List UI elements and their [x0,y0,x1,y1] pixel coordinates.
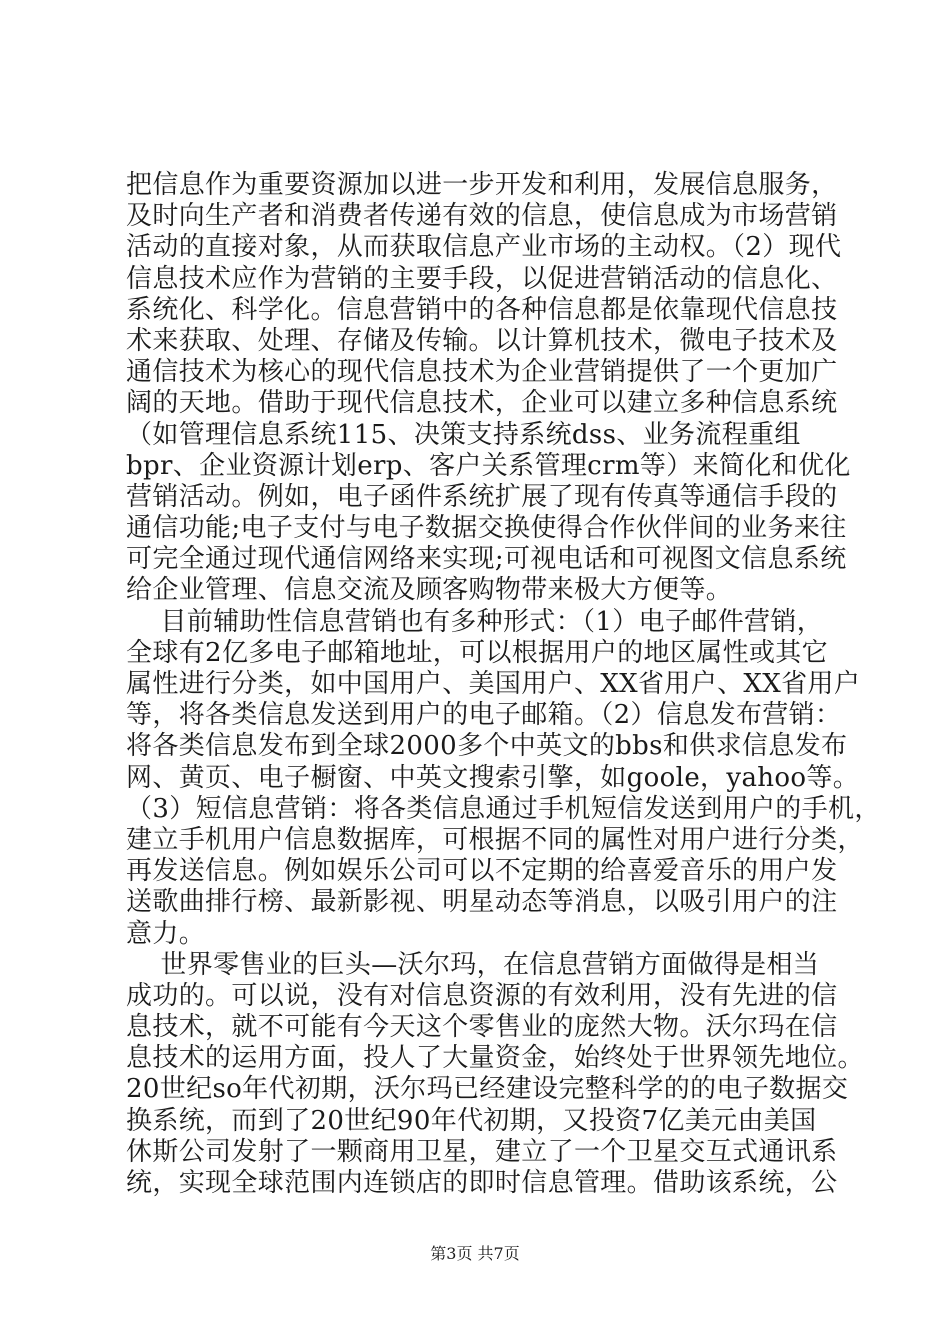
text-line: 20世纪so年代初期，沃尔玛已经建设完整科学的的电子数据交 [126,1074,849,1105]
text-line: 将各类信息发布到全球2000多个中英文的bbs和供求信息发布 [126,731,848,762]
page-number-footer: 第3页 共7页 [430,1244,520,1263]
text-line: 可完全通过现代通信网络来实现;可视电话和可视图文信息系统 [126,544,847,575]
text-line: 信息技术应作为营销的主要手段，以促进营销活动的信息化、 [126,263,838,294]
text-line: 建立手机用户信息数据库，可根据不同的属性对用户进行分类， [126,824,864,855]
text-line: 换系统，而到了20世纪90年代初期，又投资7亿美元由美国 [126,1105,817,1136]
text-line: 通信功能;电子支付与电子数据交换使得合作伙伴间的业务来往 [126,513,847,544]
text-line: 把信息作为重要资源加以进一步开发和利用，发展信息服务， [126,170,838,200]
text-line: 术来获取、处理、存储及传输。以计算机技术，微电子技术及 [126,325,838,356]
text-line: 系统化、科学化。信息营销中的各种信息都是依靠现代信息技 [126,294,838,325]
text-line: 息技术的运用方面，投人了大量资金，始终处于世界领先地位。 [126,1043,864,1074]
text-line: 及时向生产者和消费者传递有效的信息，使信息成为市场营销 [126,201,838,232]
text-line: 休斯公司发射了一颗商用卫星，建立了一个卫星交互式通讯系 [126,1136,838,1167]
text-line: 统，实现全球范围内连锁店的即时信息管理。借助该系统，公 [126,1168,838,1198]
text-line: 意力。 [126,918,206,949]
text-line: 成功的。可以说，没有对信息资源的有效利用，没有先进的信 [126,980,838,1011]
paragraph-start-line: 世界零售业的巨头—沃尔玛，在信息营销方面做得是相当 [126,949,820,980]
text-line: 营销活动。例如，电子函件系统扩展了现有传真等通信手段的 [126,481,838,512]
text-line: bpr、企业资源计划erp、客户关系管理crm等）来简化和优化 [126,450,851,481]
text-line: 息技术，就不可能有今天这个零售业的庞然大物。沃尔玛在信 [126,1012,838,1043]
text-line: 送歌曲排行榜、最新影视、明星动态等消息，以吸引用户的注 [126,887,838,918]
text-line: （如管理信息系统115、决策支持系统dss、业务流程重组 [126,419,801,450]
text-line: （3）短信息营销：将各类信息通过手机短信发送到用户的手机， [126,793,881,824]
text-line: 等，将各类信息发送到用户的电子邮箱。（2）信息发布营销： [126,700,842,731]
paragraph-start-line: 目前辅助性信息营销也有多种形式：（1）电子邮件营销， [126,606,824,637]
text-line: 再发送信息。例如娱乐公司可以不定期的给喜爱音乐的用户发 [126,856,838,887]
text-line: 给企业管理、信息交流及顾客购物带来极大方便等。 [126,575,733,606]
text-line: 网、黄页、电子橱窗、中英文搜索引擎，如goole，yahoo等。 [126,762,860,793]
text-line: 属性进行分类，如中国用户、美国用户、XX省用户、XX省用户 [126,669,861,699]
text-line: 活动的直接对象，从而获取信息产业市场的主动权。（2）现代 [126,232,842,263]
body-text [126,170,881,1199]
text-line: 阔的天地。借助于现代信息技术，企业可以建立多种信息系统 [126,388,838,419]
text-line: 全球有2亿多电子邮箱地址，可以根据用户的地区属性或其它 [126,637,828,668]
text-line: 通信技术为核心的现代信息技术为企业营销提供了一个更加广 [126,357,838,388]
